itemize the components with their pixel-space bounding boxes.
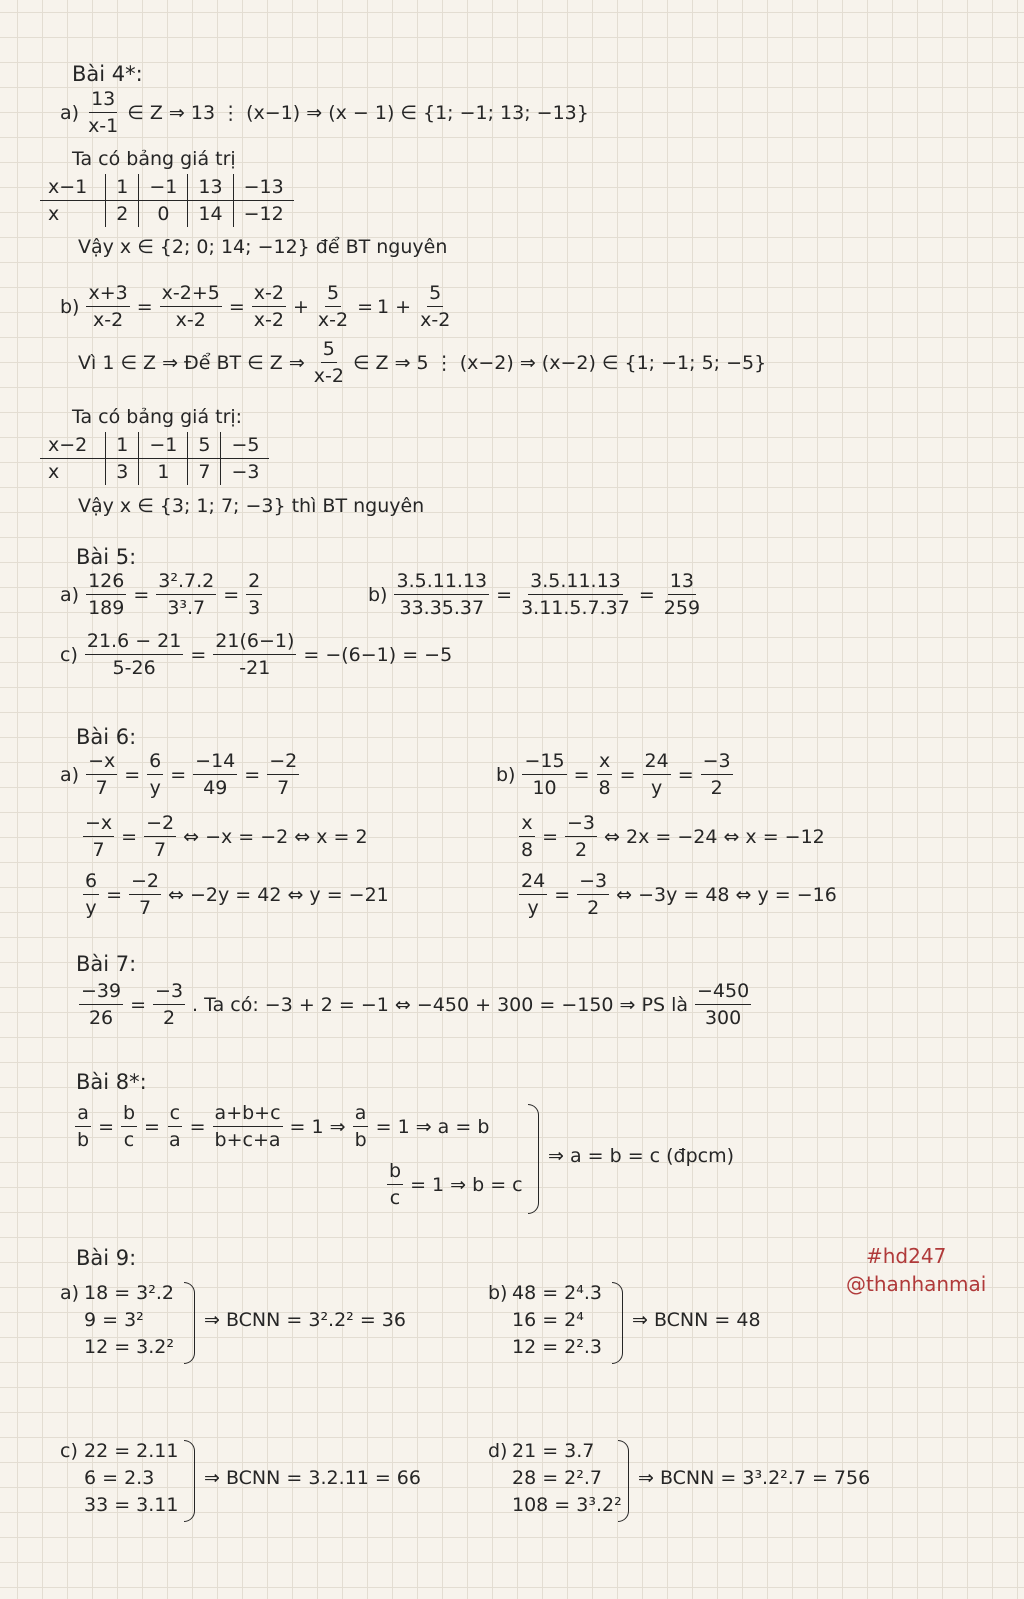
fraction: $\frac{-15}{10}$ bbox=[524, 750, 565, 799]
expression: ⇔ −x = −2 ⇔ x = 2 bbox=[183, 825, 368, 848]
bai4a-table-intro: Ta có bảng giá trị bbox=[72, 148, 236, 170]
factor-line: 12 = 3.2² bbox=[84, 1336, 175, 1358]
fraction: $\frac{24}{y}$ bbox=[521, 870, 546, 919]
bai9-title: Bài 9: bbox=[76, 1246, 137, 1270]
bai4b-line: b) $\frac{x+3}{x-2}$ = $\frac{x-2+5}{x-2}$ = $\frac{x-2}{x-2}$ + $\frac{5}{x-2}$ = 1 + $\frac{5}{x-2}$ bbox=[60, 282, 451, 331]
bai5c-line: c) $\frac{21.6 - 21}{5-26}$ = $\frac{21(6-1)}{-21}$ = −(6−1) = −5 bbox=[60, 630, 453, 679]
bai8-line: $\frac{a}{b}$ = $\frac{b}{c}$ = $\frac{c}{a}$ = $\frac{a+b+c}{b+c+a}$ = 1 ⇒ $\frac{a}{b}$ = 1 ⇒ a = b bbox=[77, 1102, 490, 1151]
fraction: $\frac{6}{y}$ bbox=[149, 750, 162, 799]
fraction: $\frac{-2}{7}$ bbox=[269, 750, 298, 799]
bai5-title: Bài 5: bbox=[76, 545, 137, 569]
watermark-handle: @thanhanmai bbox=[846, 1272, 987, 1296]
label: c) bbox=[60, 1440, 78, 1462]
factor-line: 108 = 3³.2² bbox=[512, 1494, 622, 1516]
expression: = −(6−1) = −5 bbox=[303, 643, 453, 666]
fraction: $\frac{a+b+c}{b+c+a}$ bbox=[214, 1102, 281, 1151]
fraction: $\frac{5}{x-2}$ bbox=[313, 338, 344, 387]
fraction: $\frac{-3}{2}$ bbox=[702, 750, 731, 799]
label: b) bbox=[60, 295, 80, 318]
factor-line: 21 = 3.7 bbox=[512, 1440, 595, 1462]
fraction: $\frac{b}{c}$ bbox=[122, 1102, 136, 1151]
bai4a-line bbox=[60, 90, 589, 136]
factor-line: 33 = 3.11 bbox=[84, 1494, 179, 1516]
fraction: $\frac{-2}{7}$ bbox=[146, 812, 175, 861]
label: b) bbox=[496, 763, 516, 786]
expression: = 1 ⇒ b = c bbox=[410, 1173, 523, 1196]
fraction: $\frac{-x}{7}$ bbox=[88, 750, 116, 799]
fraction: $\frac{6}{y}$ bbox=[85, 870, 98, 919]
bai4b-table-intro: Ta có bảng giá trị: bbox=[72, 406, 243, 428]
bcnn-result: ⇒ BCNN = 48 bbox=[632, 1309, 761, 1331]
fraction: $\frac{21(6-1)}{-21}$ bbox=[215, 630, 295, 679]
label: c) bbox=[60, 643, 78, 666]
table-row: x 2 0 14 −12 bbox=[40, 201, 294, 228]
bai4a-conclusion: Vậy x ∈ {2; 0; 14; −12} để BT nguyên bbox=[78, 236, 448, 258]
fraction: $\frac{a}{b}$ bbox=[77, 1102, 90, 1151]
fraction: $\frac{-3}{2}$ bbox=[155, 980, 184, 1029]
bai5a-line: a) $\frac{126}{189}$ = $\frac{\text{3².7.2}}{\text{3³.7}}$ = $\frac{2}{3}$ bbox=[60, 570, 261, 619]
bai7-line: $\frac{-39}{26}$ = $\frac{-3}{2}$ . Ta có: −3 + 2 = −1 ⇔ −450 + 300 = −150 ⇒ PS là $\frac{-450}{300}$ bbox=[81, 980, 750, 1029]
fraction: $\frac{x}{8}$ bbox=[521, 812, 534, 861]
fraction: $\frac{5}{x-2}$ bbox=[420, 282, 451, 331]
expression: ⇔ −2y = 42 ⇔ y = −21 bbox=[168, 883, 389, 906]
fraction: $\frac{-39}{26}$ bbox=[81, 980, 122, 1029]
bai8-title: Bài 8*: bbox=[76, 1070, 147, 1094]
fraction: $\frac{13}{259}$ bbox=[663, 570, 701, 619]
label: a) bbox=[60, 1282, 80, 1304]
fraction: $\frac{3.5.11.13}{33.35.37}$ bbox=[396, 570, 488, 619]
fraction: $\frac{b}{c}$ bbox=[389, 1160, 402, 1209]
bai4b-value-table bbox=[40, 432, 269, 485]
bai5b-line: b) $\frac{3.5.11.13}{33.35.37}$ = $\frac{3.5.11.13}{3.11.5.7.37}$ = $\frac{13}{259}$ bbox=[368, 570, 701, 619]
watermark-hashtag: #hd247 bbox=[866, 1244, 947, 1268]
expression: . Ta có: −3 + 2 = −1 ⇔ −450 + 300 = −150 ⇒ PS là bbox=[192, 993, 688, 1016]
table-row: x−1 1 −1 13 −13 bbox=[40, 174, 294, 201]
factor-line: 6 = 2.3 bbox=[84, 1467, 155, 1489]
table-row: x 3 1 7 −3 bbox=[40, 459, 269, 486]
expression: ⇔ −3y = 48 ⇔ y = −16 bbox=[616, 883, 837, 906]
expression: 1 + bbox=[377, 295, 412, 318]
expression: Vì 1 ∈ Z ⇒ Để BT ∈ Z ⇒ bbox=[78, 351, 305, 374]
fraction: $\frac{x-2}{x-2}$ bbox=[253, 282, 284, 331]
bai7-title: Bài 7: bbox=[76, 952, 137, 976]
label: a) bbox=[60, 763, 80, 786]
fraction: $\frac{-x}{7}$ bbox=[85, 812, 113, 861]
fraction: $\frac{\text{3².7.2}}{\text{3³.7}}$ bbox=[158, 570, 215, 619]
bai4-title: Bài 4*: bbox=[72, 62, 143, 86]
expression: ∈ Z ⇒ 5 ⋮ (x−2) ⇒ (x−2) ∈ {1; −1; 5; −5} bbox=[352, 351, 767, 374]
expression: = 1 ⇒ a = b bbox=[375, 1115, 490, 1138]
bai6a-step2: $\frac{6}{y}$ = $\frac{-2}{7}$ ⇔ −2y = 42 ⇔ y = −21 bbox=[85, 870, 389, 919]
fraction: $\frac{x-2+5}{x-2}$ bbox=[161, 282, 220, 331]
table-row: x−2 1 −1 5 −5 bbox=[40, 432, 269, 459]
brace bbox=[612, 1282, 623, 1364]
expression: = 1 ⇒ bbox=[289, 1115, 346, 1138]
bai4b-conclusion: Vậy x ∈ {3; 1; 7; −3} thì BT nguyên bbox=[78, 495, 425, 517]
fraction: $\frac{-14}{49}$ bbox=[195, 750, 236, 799]
bai6b-step2: $\frac{24}{y}$ = $\frac{-3}{2}$ ⇔ −3y = 48 ⇔ y = −16 bbox=[521, 870, 837, 919]
bai6b-line: b) $\frac{-15}{10}$ = $\frac{x}{8}$ = $\frac{24}{y}$ = $\frac{-3}{2}$ bbox=[496, 750, 731, 799]
bai8-line2 bbox=[384, 1162, 523, 1208]
factor-line: 12 = 2².3 bbox=[512, 1336, 603, 1358]
brace bbox=[184, 1440, 195, 1522]
fraction: $\frac{x}{8}$ bbox=[598, 750, 611, 799]
bcnn-result: ⇒ BCNN = 3².2² = 36 bbox=[204, 1309, 406, 1331]
factor-line: 18 = 3².2 bbox=[84, 1282, 175, 1304]
fraction: $\frac{a}{b}$ bbox=[354, 1102, 367, 1151]
label: a) bbox=[60, 583, 80, 606]
brace bbox=[618, 1440, 629, 1522]
factor-line: 22 = 2.11 bbox=[84, 1440, 179, 1462]
factor-line: 28 = 2².7 bbox=[512, 1467, 603, 1489]
fraction: $\frac{-2}{7}$ bbox=[131, 870, 160, 919]
fraction: $\frac{2}{3}$ bbox=[248, 570, 261, 619]
bai4b-line2 bbox=[78, 340, 766, 386]
bcnn-result: ⇒ BCNN = 3.2.11 = 66 bbox=[204, 1467, 421, 1489]
brace bbox=[528, 1104, 539, 1214]
label: d) bbox=[488, 1440, 508, 1462]
bcnn-result: ⇒ BCNN = 3³.2².7 = 756 bbox=[638, 1467, 871, 1489]
fraction: $\frac{x+3}{x-2}$ bbox=[88, 282, 128, 331]
bai6-title: Bài 6: bbox=[76, 725, 137, 749]
fraction: $\frac{-3}{2}$ bbox=[579, 870, 608, 919]
bai6b-step1: $\frac{x}{8}$ = $\frac{-3}{2}$ ⇔ 2x = −24 ⇔ x = −12 bbox=[521, 812, 825, 861]
factor-line: 48 = 2⁴.3 bbox=[512, 1282, 603, 1304]
fraction: $\frac{3.5.11.13}{3.11.5.7.37}$ bbox=[521, 570, 630, 619]
fraction: $\frac{126}{189}$ bbox=[88, 570, 125, 619]
fraction: $\frac{c}{a}$ bbox=[168, 1102, 181, 1151]
fraction: $\frac{21.6 - 21}{5-26}$ bbox=[86, 630, 182, 679]
label: b) bbox=[488, 1282, 508, 1304]
bai6a-step1: $\frac{-x}{7}$ = $\frac{-2}{7}$ ⇔ −x = −2 ⇔ x = 2 bbox=[85, 812, 368, 861]
brace bbox=[184, 1282, 195, 1364]
label: a) bbox=[60, 101, 80, 124]
fraction: $\frac{-450}{300}$ bbox=[697, 980, 750, 1029]
fraction: $\frac{24}{y}$ bbox=[644, 750, 669, 799]
bai4a-value-table bbox=[40, 174, 294, 227]
label: b) bbox=[368, 583, 388, 606]
factor-line: 9 = 3² bbox=[84, 1309, 144, 1331]
fraction: $\frac{-3}{2}$ bbox=[567, 812, 596, 861]
bai8-result: ⇒ a = b = c (đpcm) bbox=[548, 1145, 735, 1167]
fraction: $\frac{5}{x-2}$ bbox=[317, 282, 349, 331]
bai6a-line: a) $\frac{-x}{7}$ = $\frac{6}{y}$ = $\frac{-14}{49}$ = $\frac{-2}{7}$ bbox=[60, 750, 298, 799]
expression: ∈ Z ⇒ 13 ⋮ (x−1) ⇒ (x − 1) ∈ {1; −1; 13; −13} bbox=[127, 101, 589, 124]
expression: ⇔ 2x = −24 ⇔ x = −12 bbox=[604, 825, 825, 848]
factor-line: 16 = 2⁴ bbox=[512, 1309, 584, 1331]
fraction: $\frac{13}{x-1}$ bbox=[88, 88, 119, 137]
